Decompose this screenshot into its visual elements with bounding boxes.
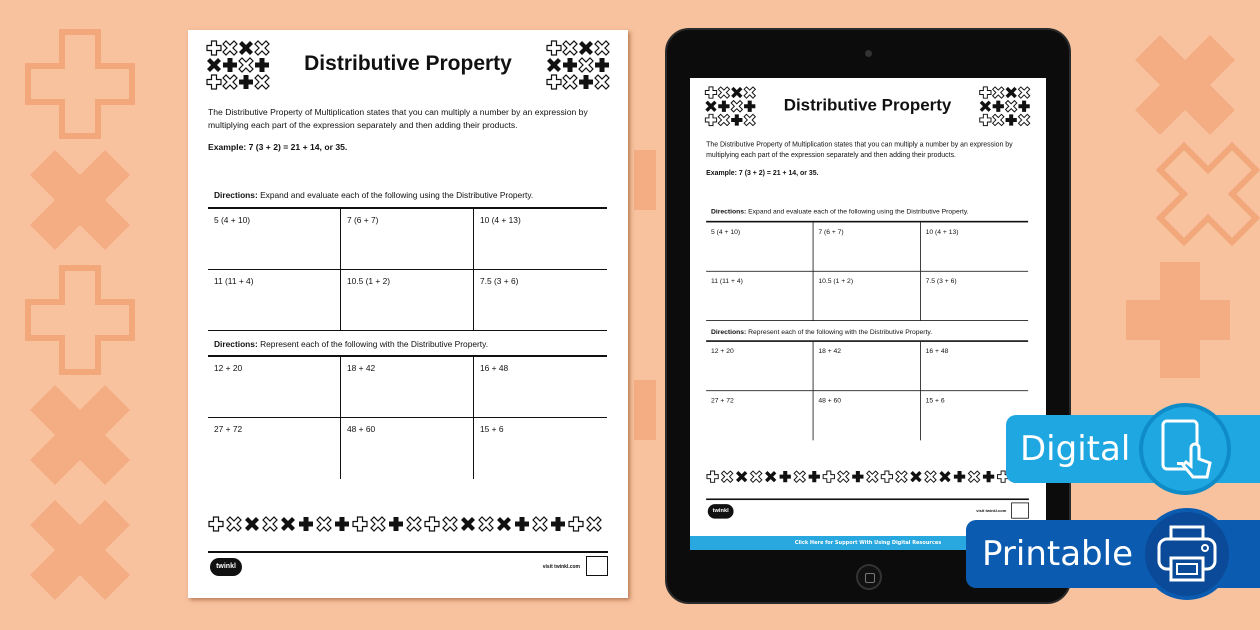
outline-times-icon xyxy=(254,74,270,90)
worksheet xyxy=(690,78,1045,536)
symbol-cluster-left xyxy=(206,40,270,90)
outline-times-icon xyxy=(717,114,730,127)
worksheet xyxy=(188,30,628,598)
problem-cell: 27 + 72 xyxy=(208,418,341,479)
problem-cell: 12 + 20 xyxy=(208,357,341,418)
outline-times-icon xyxy=(222,74,238,90)
outline-times-icon xyxy=(442,516,458,532)
intro-text: The Distributive Property of Multiplication states that you can multiply a number by an expression by multiplying each part of the expression separately and then adding their products. xyxy=(208,107,588,130)
outline-times-icon xyxy=(562,74,578,90)
filled-plus-icon xyxy=(1018,100,1031,113)
filled-plus-icon xyxy=(982,470,995,483)
problem-grid-1 xyxy=(706,221,1028,321)
outline-times-icon xyxy=(924,470,937,483)
quality-badge-icon xyxy=(586,556,608,576)
problem-cell: 12 + 20 xyxy=(706,342,813,391)
outline-times-icon xyxy=(586,516,602,532)
problem-cell: 10 (4 + 13) xyxy=(474,209,607,270)
outline-times-icon xyxy=(226,516,242,532)
outline-times-icon xyxy=(594,40,610,56)
problem-cell: 10 (4 + 13) xyxy=(921,222,1028,271)
outline-times-icon xyxy=(743,86,756,99)
worksheet-title: Distributive Property xyxy=(304,52,512,75)
outline-times-icon xyxy=(532,516,548,532)
filled-times-icon xyxy=(939,470,952,483)
symbol-cluster-left xyxy=(705,86,757,126)
problem-cell: 16 + 48 xyxy=(921,342,1028,391)
problem-cell: 7.5 (3 + 6) xyxy=(474,270,607,331)
directions-label: Directions: xyxy=(214,339,258,349)
outline-times-icon xyxy=(750,470,763,483)
problem-cell: 18 + 42 xyxy=(341,357,474,418)
outline-plus-icon xyxy=(706,470,719,483)
outline-plus-icon xyxy=(546,74,562,90)
problem-cell: 15 + 6 xyxy=(480,424,504,434)
filled-times-icon xyxy=(578,40,594,56)
filled-times-icon xyxy=(244,516,260,532)
filled-plus-icon xyxy=(562,57,578,73)
example-text: 7 (3 + 2) = 21 + 14, or 35. xyxy=(248,142,348,152)
filled-plus-icon xyxy=(1005,114,1018,127)
tablet-touch-icon xyxy=(1139,403,1231,495)
filled-times-icon xyxy=(460,516,476,532)
digital-text: Digital xyxy=(1020,429,1131,469)
filled-times-icon xyxy=(496,516,512,532)
outline-times-icon xyxy=(866,470,879,483)
directions-label: Directions: xyxy=(710,327,747,336)
problem-cell: 7 (6 + 7) xyxy=(813,222,920,271)
problem-cell: 5 (4 + 10) xyxy=(208,209,341,270)
outline-times-icon xyxy=(316,516,332,532)
outline-times-icon xyxy=(1005,100,1018,113)
problem-cell: 15 + 6 xyxy=(925,395,945,405)
outline-plus-icon xyxy=(546,40,562,56)
outline-times-icon xyxy=(262,516,278,532)
directions-label: Directions: xyxy=(710,207,747,216)
footer-divider xyxy=(706,498,1029,500)
filled-times-icon xyxy=(238,40,254,56)
outline-times-icon xyxy=(578,57,594,73)
filled-plus-icon xyxy=(851,470,864,483)
directions-label: Directions: xyxy=(214,190,258,200)
filled-times-icon xyxy=(764,470,777,483)
outline-times-icon xyxy=(895,470,908,483)
outline-times-icon xyxy=(594,74,610,90)
filled-times-icon xyxy=(979,100,992,113)
filled-plus-icon xyxy=(779,470,792,483)
outline-times-icon xyxy=(478,516,494,532)
outline-times-icon xyxy=(992,114,1005,127)
outline-times-icon xyxy=(222,40,238,56)
printable-text: Printable xyxy=(982,534,1133,574)
printer-icon xyxy=(1141,508,1233,600)
symbol-cluster-right xyxy=(979,86,1031,126)
filled-plus-icon xyxy=(743,100,756,113)
problem-grid-2 xyxy=(706,340,1028,440)
problem-cell: 10.5 (1 + 2) xyxy=(341,270,474,331)
filled-plus-icon xyxy=(808,470,821,483)
outline-times-icon xyxy=(254,40,270,56)
symbol-border-row xyxy=(208,516,602,532)
worksheet-title: Distributive Property xyxy=(783,95,952,115)
outline-plus-icon xyxy=(979,86,992,99)
filled-times-icon xyxy=(705,100,718,113)
filled-times-icon xyxy=(206,57,222,73)
example-label: Example: xyxy=(706,168,737,177)
symbol-cluster-right xyxy=(546,40,610,90)
outline-plus-icon xyxy=(424,516,440,532)
home-button[interactable] xyxy=(856,564,882,590)
filled-plus-icon xyxy=(730,114,743,127)
directions-1 xyxy=(214,190,610,201)
directions-1 xyxy=(711,207,1031,216)
printable-worksheet xyxy=(188,30,628,598)
problem-cell: 18 + 42 xyxy=(813,342,920,391)
footer-divider xyxy=(208,551,608,553)
outline-plus-icon xyxy=(352,516,368,532)
problem-cell: 27 + 72 xyxy=(706,391,813,440)
problem-cell: 5 (4 + 10) xyxy=(706,222,813,271)
twinkl-logo: twinkl xyxy=(210,558,242,576)
directions-2 xyxy=(214,339,610,350)
example xyxy=(208,142,610,152)
filled-times-icon xyxy=(730,86,743,99)
tablet-screen xyxy=(690,78,1046,550)
outline-plus-icon xyxy=(568,516,584,532)
filled-times-icon xyxy=(1005,86,1018,99)
outline-plus-icon xyxy=(979,114,992,127)
outline-times-icon xyxy=(721,470,734,483)
filled-plus-icon xyxy=(222,57,238,73)
outline-times-icon xyxy=(370,516,386,532)
outline-times-icon xyxy=(793,470,806,483)
quality-badge-icon xyxy=(1011,502,1029,518)
outline-plus-icon xyxy=(705,114,718,127)
problem-cell: 11 (11 + 4) xyxy=(706,272,813,321)
filled-times-icon xyxy=(280,516,296,532)
filled-plus-icon xyxy=(334,516,350,532)
example-label: Example: xyxy=(208,142,247,152)
filled-plus-icon xyxy=(254,57,270,73)
outline-plus-icon xyxy=(208,516,224,532)
outline-times-icon xyxy=(1018,86,1031,99)
outline-times-icon xyxy=(717,86,730,99)
support-link[interactable]: Click Here for Support With Using Digital Resources xyxy=(690,536,1046,550)
problem-cell: 10.5 (1 + 2) xyxy=(813,272,920,321)
filled-plus-icon xyxy=(594,57,610,73)
twinkl-logo: twinkl xyxy=(708,504,734,519)
filled-plus-icon xyxy=(550,516,566,532)
filled-plus-icon xyxy=(298,516,314,532)
filled-plus-icon xyxy=(717,100,730,113)
problem-grid-1 xyxy=(208,207,607,331)
directions-text: Represent each of the following with the Distributive Property. xyxy=(260,339,489,349)
problem-cell: 7.5 (3 + 6) xyxy=(921,272,1028,321)
example xyxy=(706,168,1030,176)
outline-plus-icon xyxy=(206,74,222,90)
filled-plus-icon xyxy=(514,516,530,532)
outline-times-icon xyxy=(562,40,578,56)
tablet-device xyxy=(665,28,1071,604)
camera-icon xyxy=(865,50,872,57)
directions-text: Expand and evaluate each of the following using the Distributive Property. xyxy=(260,190,534,200)
directions-text: Expand and evaluate each of the following using the Distributive Property. xyxy=(748,207,969,216)
outline-times-icon xyxy=(406,516,422,532)
outline-times-icon xyxy=(238,57,254,73)
filled-times-icon xyxy=(910,470,923,483)
filled-plus-icon xyxy=(578,74,594,90)
symbol-border-row xyxy=(706,470,1024,483)
filled-times-icon xyxy=(735,470,748,483)
outline-times-icon xyxy=(992,86,1005,99)
outline-times-icon xyxy=(968,470,981,483)
filled-plus-icon xyxy=(388,516,404,532)
filled-times-icon xyxy=(546,57,562,73)
outline-plus-icon xyxy=(206,40,222,56)
filled-plus-icon xyxy=(992,100,1005,113)
problem-cell: 7 (6 + 7) xyxy=(341,209,474,270)
outline-times-icon xyxy=(730,100,743,113)
problem-cell: 16 + 48 xyxy=(474,357,607,418)
directions-text: Represent each of the following with the Distributive Property. xyxy=(748,327,933,336)
outline-plus-icon xyxy=(822,470,835,483)
problem-cell: 48 + 60 xyxy=(341,418,474,479)
visit-link[interactable]: visit twinkl.com xyxy=(976,508,1007,514)
outline-plus-icon xyxy=(705,86,718,99)
problem-cell: 48 + 60 xyxy=(813,391,920,440)
visit-link[interactable]: visit twinkl.com xyxy=(542,564,580,570)
outline-plus-icon xyxy=(880,470,893,483)
directions-2 xyxy=(711,327,1031,336)
problem-cell: 11 (11 + 4) xyxy=(208,270,341,331)
outline-times-icon xyxy=(837,470,850,483)
problem-grid-2 xyxy=(208,355,607,479)
intro-text: The Distributive Property of Multiplication states that you can multiply a number by an expression by multiplying each part of the expression separately and then adding their products. xyxy=(706,140,1013,159)
outline-times-icon xyxy=(743,114,756,127)
filled-plus-icon xyxy=(953,470,966,483)
filled-plus-icon xyxy=(238,74,254,90)
outline-times-icon xyxy=(1018,114,1031,127)
example-text: 7 (3 + 2) = 21 + 14, or 35. xyxy=(738,168,819,177)
